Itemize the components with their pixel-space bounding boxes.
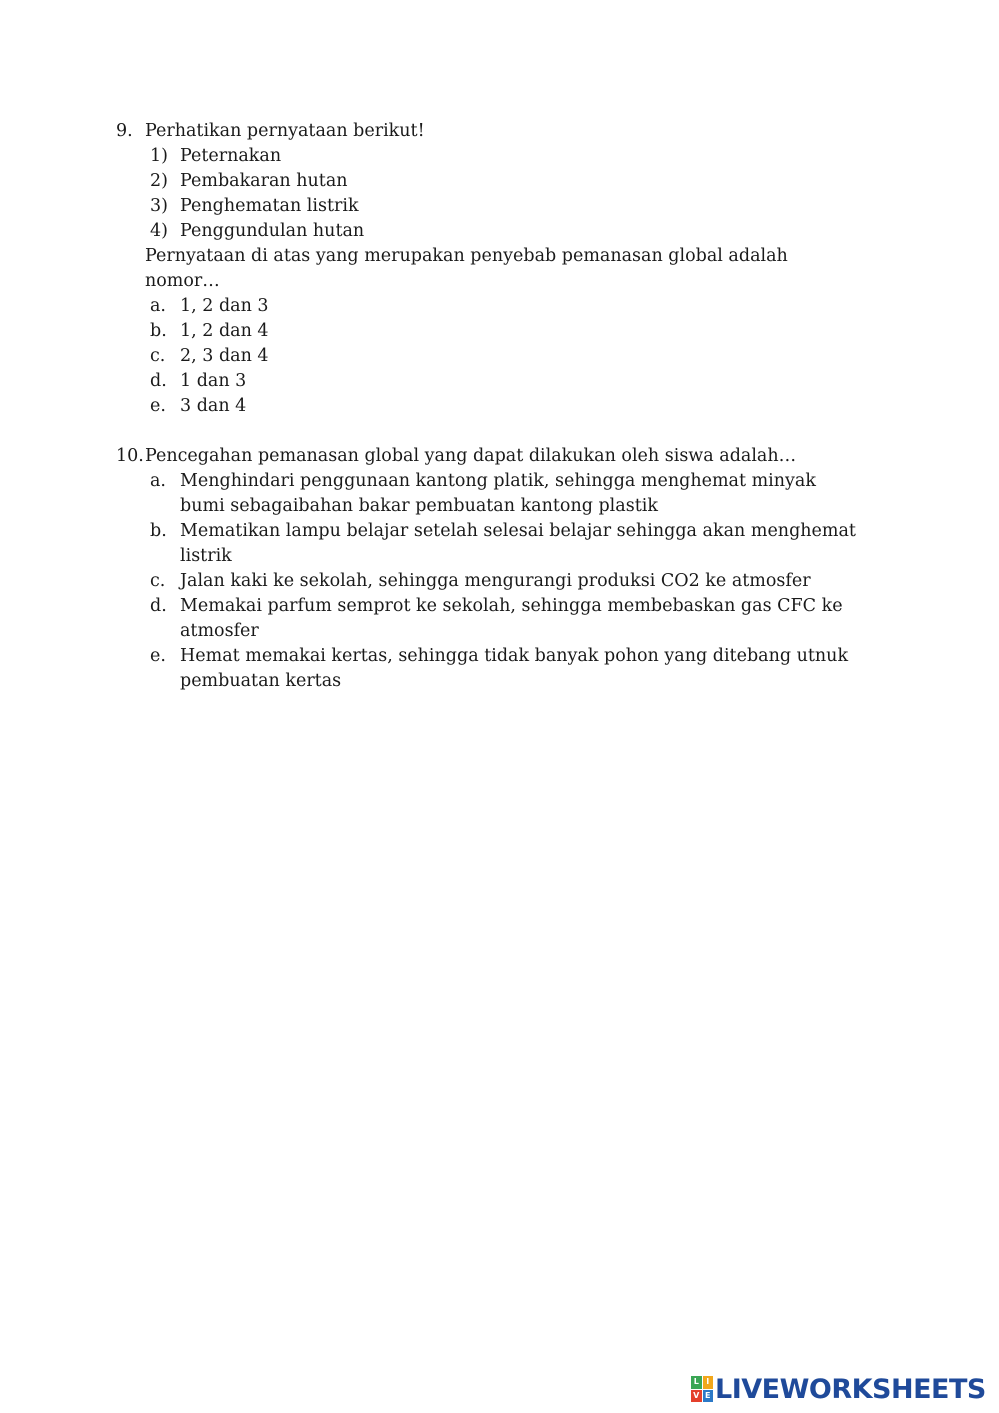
statement-number: 3)	[150, 196, 168, 216]
option-letter: d.	[150, 596, 167, 616]
logo-mark-letter: I	[703, 1376, 714, 1389]
logo-mark-letter: E	[703, 1390, 714, 1403]
q10-option-d-line2: atmosfer	[180, 621, 259, 641]
logo-mark-letter: L	[691, 1376, 702, 1389]
option-letter: e.	[150, 396, 166, 416]
question-10-prompt: Pencegahan pemanasan global yang dapat dilakukan oleh siswa adalah…	[145, 446, 797, 466]
q9-option-d: 1 dan 3	[180, 371, 247, 391]
statement-text: Penggundulan hutan	[180, 221, 365, 241]
q10-option-a-line2: bumi sebagaibahan bakar pembuatan kantong plastik	[180, 496, 658, 516]
option-letter: a.	[150, 471, 166, 491]
q10-option-e-line1: Hemat memakai kertas, sehingga tidak banyak pohon yang ditebang utnuk	[180, 646, 849, 666]
statement-text: Pembakaran hutan	[180, 171, 348, 191]
q10-option-e-line2: pembuatan kertas	[180, 671, 342, 691]
q9-option-c: 2, 3 dan 4	[180, 346, 269, 366]
logo-mark-icon	[691, 1376, 713, 1402]
option-letter: e.	[150, 646, 166, 666]
logo-mark-letter: V	[691, 1390, 702, 1403]
question-9-prompt: Perhatikan pernyataan berikut!	[145, 121, 425, 141]
q10-option-c-line1: Jalan kaki ke sekolah, sehingga mengurangi produksi CO2 ke atmosfer	[180, 571, 811, 591]
option-letter: c.	[150, 346, 166, 366]
statement-number: 2)	[150, 171, 168, 191]
option-letter: b.	[150, 321, 167, 341]
statement-text: Peternakan	[180, 146, 282, 166]
statement-number: 4)	[150, 221, 168, 241]
q10-option-d-line1: Memakai parfum semprot ke sekolah, sehingga membebaskan gas CFC ke	[180, 596, 843, 616]
option-letter: b.	[150, 521, 167, 541]
question-9-number: 9.	[116, 121, 133, 141]
q9-option-a: 1, 2 dan 3	[180, 296, 269, 316]
logo-text: LIVEWORKSHEETS	[715, 1373, 986, 1405]
q10-option-b-line1: Mematikan lampu belajar setelah selesai belajar sehingga akan menghemat	[180, 521, 856, 541]
question-10-number: 10.	[116, 446, 144, 466]
statement-number: 1)	[150, 146, 168, 166]
q9-option-e: 3 dan 4	[180, 396, 247, 416]
option-letter: a.	[150, 296, 166, 316]
question-9-text-line1: Pernyataan di atas yang merupakan penyebab pemanasan global adalah	[145, 246, 788, 266]
q10-option-b-line2: listrik	[180, 546, 232, 566]
q9-option-b: 1, 2 dan 4	[180, 321, 269, 341]
q10-option-a-line1: Menghindari penggunaan kantong platik, sehingga menghemat minyak	[180, 471, 816, 491]
option-letter: d.	[150, 371, 167, 391]
question-9-text-line2: nomor…	[145, 271, 220, 291]
liveworksheets-logo	[691, 1374, 986, 1404]
statement-text: Penghematan listrik	[180, 196, 359, 216]
option-letter: c.	[150, 571, 166, 591]
